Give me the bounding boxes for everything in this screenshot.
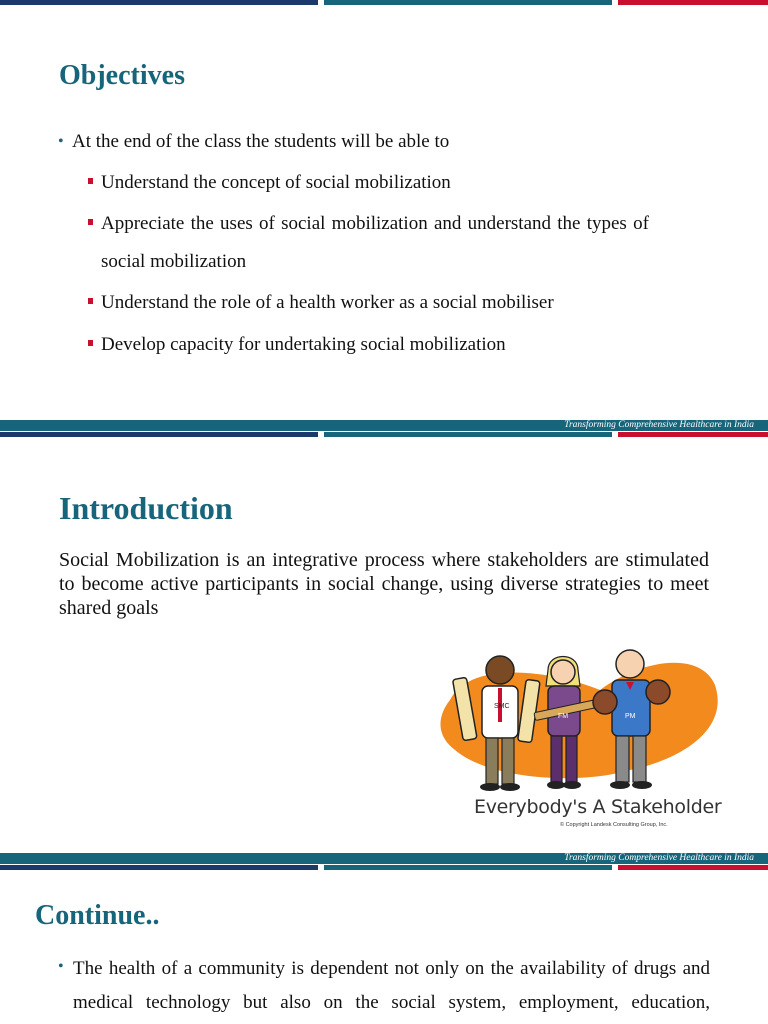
- slide-top-bars: [0, 0, 768, 5]
- square-bullet-icon: [88, 178, 93, 184]
- slide-introduction: [0, 440, 768, 872]
- slide-title: Introduction: [59, 490, 233, 526]
- square-bullet-icon: [88, 340, 93, 346]
- list-item-continuation: social mobilization: [101, 251, 247, 272]
- illustration-caption: Everybody's A Stakeholder: [474, 796, 722, 818]
- slide-title: Continue..: [35, 900, 160, 931]
- slide-title: Objectives: [59, 60, 185, 91]
- square-bullet-icon: [88, 298, 93, 304]
- square-bullet-icon: [88, 219, 93, 225]
- slide-continue: [0, 872, 768, 1024]
- bullet-dot-icon: •: [58, 958, 64, 975]
- slide-footer: [0, 853, 768, 871]
- badge-label: PM: [625, 713, 636, 720]
- slide-footer: [0, 420, 768, 438]
- intro-paragraph: Social Mobilization is an integrative process where stakeholders are stimulated to become active participants in social change, using diverse strategies to meet shared goals: [59, 549, 709, 619]
- badge-label: FM: [558, 713, 569, 720]
- bullet-dot-icon: •: [58, 133, 64, 150]
- bullet-item: • The health of a community is dependent not only on the availability of drugs and medical technology but also on the social system, employment, education,: [58, 958, 710, 1013]
- badge-label: SMC: [494, 703, 510, 710]
- stakeholder-illustration: [430, 640, 730, 840]
- slide-objectives: Objectives • At the end of the class the students will be able to Understand the concept of social mobilization Appreciate the uses of social mobilization and understand the types of social mobilization Understand the role of a health worker as a social mobiliser Develop capacity for undertaking social mobilization Transforming Comprehensive Healthcare in India: [0, 0, 768, 440]
- footer-tagline: Transforming Comprehensive Healthcare in India: [564, 853, 754, 863]
- footer-tagline: Transforming Comprehensive Healthcare in India: [564, 420, 754, 430]
- list-item: Understand the concept of social mobilization: [88, 164, 708, 202]
- list-item: Understand the role of a health worker as a social mobiliser: [88, 284, 708, 322]
- list-item: Develop capacity for undertaking social mobilization: [88, 326, 708, 364]
- list-item: Appreciate the uses of social mobilization and understand the types of: [88, 205, 708, 243]
- illustration-copyright: © Copyright Landesk Consulting Group, Inc.: [560, 822, 668, 828]
